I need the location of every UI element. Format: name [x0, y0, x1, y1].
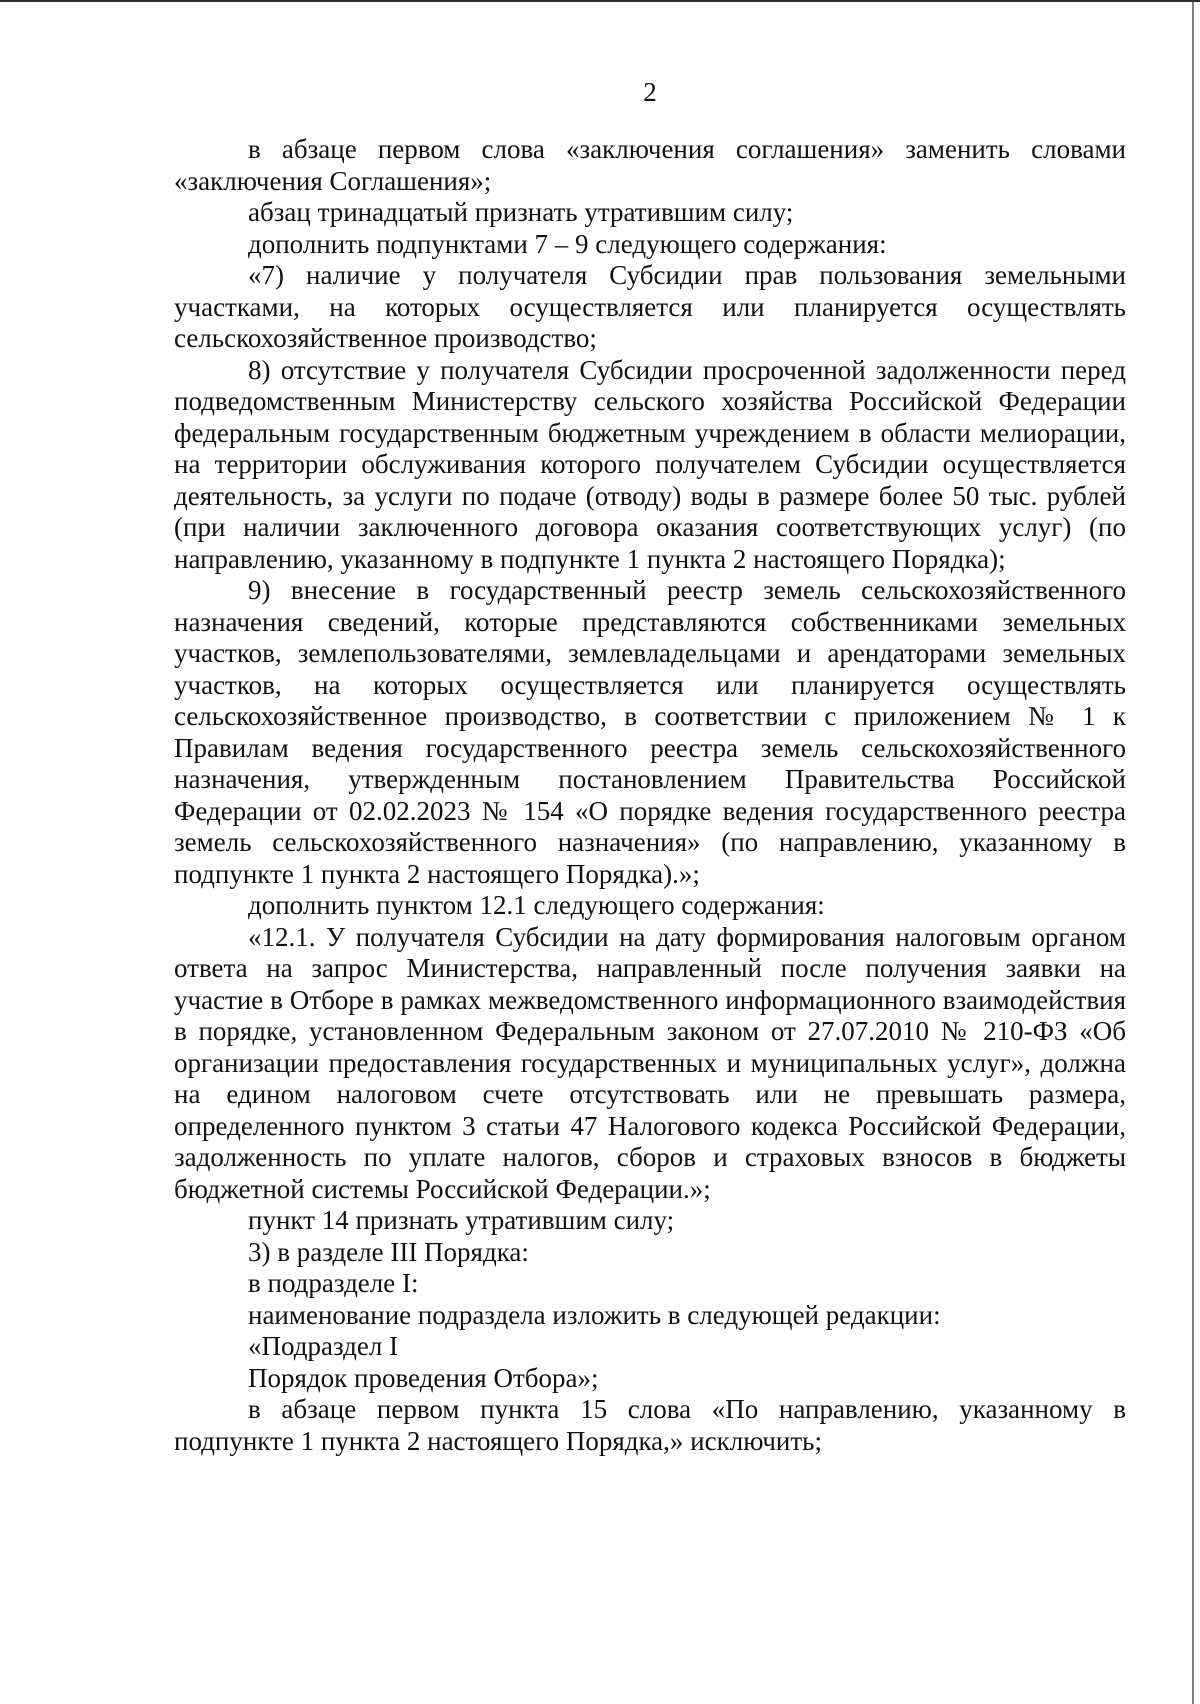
paragraph-1: в абзаце первом слова «заключения соглашения» заменить словами «заключения Соглашения»;: [174, 134, 1126, 196]
page-number: 2: [643, 77, 657, 107]
paragraph-13: «Подраздел I: [248, 1331, 399, 1361]
paragraph-9: пункт 14 признать утратившим силу;: [248, 1205, 675, 1235]
paragraph-10: 3) в разделе III Порядка:: [248, 1236, 529, 1267]
paragraph-5: 8) отсутствие у получателя Субсидии просроченной задолженности перед подведомственным Министерству сельского хозяйства Российской Федерации федеральным государственным бюджетным учреждением в области мелиорации, на территории обслуживания которого получателем Субсидии осуществляется деятельность, за услуги по подаче (отводу) воды в размере более 50 тыс. рублей (при наличии заключенного договора оказания соответствующих услуг) (по направлению, указанному в подпункте 1 пункта 2 настоящего Порядка);: [174, 354, 1126, 574]
paragraph-6: 9) внесение в государственный реестр земель сельскохозяйственного назначения сведений, которые представляются собственниками земельных участков, землепользователями, землевладельцами и арендаторами земельных участков, на которых осуществляется или планируется осуществлять сельскохозяйственное производство, в соответствии с приложением № 1 к Правилам ведения государственного реестра земель сельскохозяйственного назначения, утвержденным постановлением Правительства Российской Федерации от 02.02.2023 № 154 «О порядке ведения государственного реестра земель сельскохозяйственного назначения» (по направлению, указанному в подпункте 1 пункта 2 настоящего Порядка).»;: [174, 575, 1126, 889]
paragraph-8: «12.1. У получателя Субсидии на дату формирования налоговым органом ответа на запрос Министерства, направленный после получения заявки на участие в Отборе в рамках межведомственного информационного взаимодействия в порядке, установленном Федеральным законом от 27.07.2010 № 210-ФЗ «Об организации предоставления государственных и муниципальных услуг», должна на едином налоговом счете отсутствовать или не превышать размера, определенного пунктом 3 статьи 47 Налогового кодекса Российской Федерации, задолженность по уплате налогов, сборов и страховых взносов в бюджеты бюджетной системы Российской Федерации.»;: [174, 921, 1126, 1204]
paragraph-4: «7) наличие у получателя Субсидии прав пользования земельными участками, на которых осуществляется или планируется осуществлять сельскохозяйственное производство;: [174, 260, 1126, 353]
paragraph-3: дополнить подпунктами 7 – 9 следующего содержания:: [248, 228, 887, 259]
scan-edge-right: [1192, 0, 1194, 1704]
paragraph-11: в подразделе I:: [248, 1268, 419, 1298]
paragraph-2: абзац тринадцатый признать утратившим силу;: [248, 197, 794, 227]
paragraph-15: в абзаце первом пункта 15 слова «По направлению, указанному в подпункте 1 пункта 2 настоящего Порядка,» исключить;: [174, 1394, 1126, 1456]
scan-edge-top: [0, 0, 1200, 2]
paragraph-7: дополнить пунктом 12.1 следующего содержания:: [248, 890, 825, 920]
paragraph-14: Порядок проведения Отбора»;: [248, 1362, 599, 1393]
paragraph-12: наименование подраздела изложить в следующей редакции:: [248, 1299, 941, 1330]
document-body: [174, 134, 1126, 1457]
